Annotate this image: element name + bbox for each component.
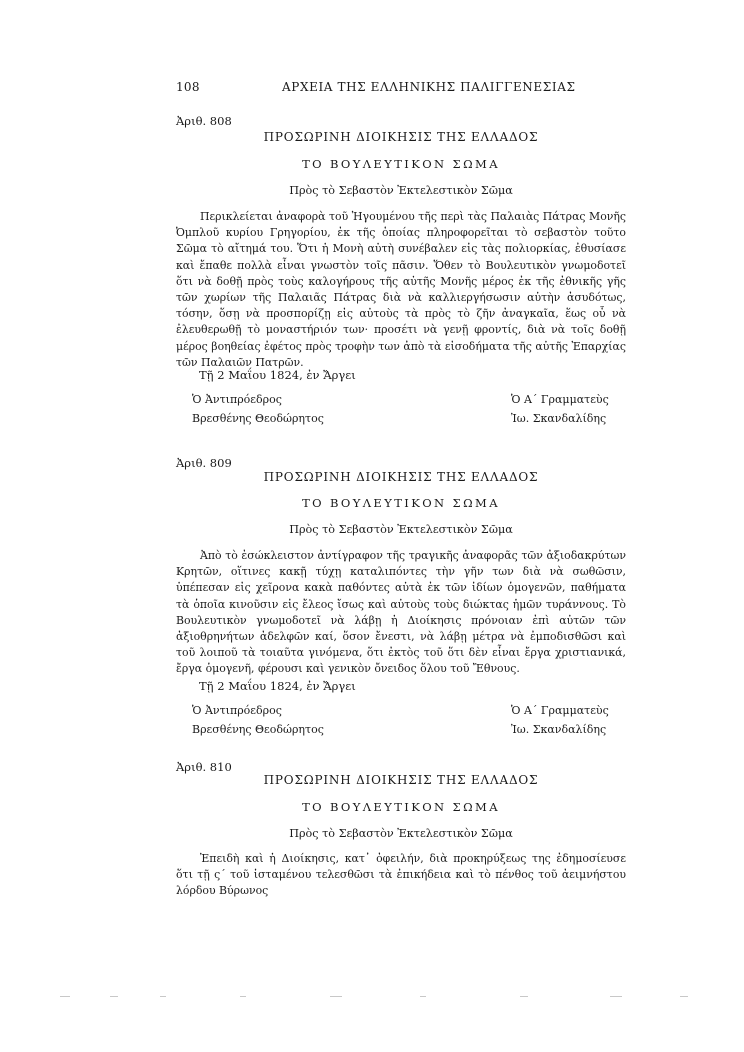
page-header xyxy=(176,80,624,98)
document-number: Ἀριθ. 809 xyxy=(176,456,232,470)
signature-title: Ὁ Ἀντιπρόεδρος xyxy=(192,704,282,717)
signature-secretary xyxy=(511,390,609,428)
signature-title: Ὁ Α΄ Γραμματεὺς xyxy=(511,704,609,717)
document-number: Ἀριθ. 810 xyxy=(176,760,232,774)
document-addressee: Πρὸς τὸ Σεβαστὸν Ἐκτελεστικὸν Σῶμα xyxy=(289,184,513,197)
scan-edge-marks xyxy=(0,996,744,1002)
signature-title: Ὁ Ἀντιπρόεδρος xyxy=(192,393,282,406)
document-addressee: Πρὸς τὸ Σεβαστὸν Ἐκτελεστικὸν Σῶμα xyxy=(289,523,513,536)
document-addressee: Πρὸς τὸ Σεβαστὸν Ἐκτελεστικὸν Σῶμα xyxy=(289,827,513,840)
document-date: Τῇ 2 Μαΐου 1824, ἐν Ἄργει xyxy=(199,368,356,382)
signature-name: Ἰω. Σκανδαλίδης xyxy=(511,412,607,425)
document-subtitle: ΤΟ ΒΟΥΛΕΥΤΙΚΟΝ ΣΩΜΑ xyxy=(302,157,500,171)
running-title: ΑΡΧΕΙΑ ΤΗΣ ΕΛΛΗΝΙΚΗΣ ΠΑΛΙΓΓΕΝΕΣΙΑΣ xyxy=(282,80,576,94)
signature-name: Βρεσθένης Θεοδώρητος xyxy=(192,412,324,425)
signature-title: Ὁ Α΄ Γραμματεὺς xyxy=(511,393,609,406)
document-date: Τῇ 2 Μαΐου 1824, ἐν Ἄργει xyxy=(199,679,356,693)
document-body: Ἀπὸ τὸ ἐσώκλειστον ἀντίγραφον τῆς τραγικῆς ἀναφορᾶς τῶν ἀξιοδακρύτων Κρητῶν, οἵτινες κακῇ τύχῃ καταλιπόντες τὴν γῆν των διὰ νὰ σωθῶσιν, ὑπέπεσαν εἰς χεῖρονα κακὰ παθόντες αὐτὰ ἐκ τῶν ἰδίων ὁμογενῶν, παθήματα τὰ ὁποῖα κινοῦσιν εἰς ἔλεος ἴσως καὶ αὐτοὺς τοὺς διώκτας ἡμῶν τυράννους. Τὸ Βουλευτικὸν γνωμοδοτεῖ νὰ λάβῃ ἡ Διοίκησις πρόνοιαν ἐπὶ αὐτῶν τῶν ἀξιοθρηνήτων ἀδελφῶν καί, ὅσον ἔνεστι, νὰ λάβῃ μέτρα νὰ ἐμποδισθῶσι καὶ τοῦ λοιποῦ τὰ τοιαῦτα γινόμενα, ὅτι ἐκτὸς τοῦ ὅτι δὲν εἶναι ἔργα χριστιανικά, ἔργα ὁμογενῆ, φέρουσι καὶ γενικὸν ὄνειδος ὅλου τοῦ Ἔθνους. xyxy=(176,549,626,676)
document-subtitle: ΤΟ ΒΟΥΛΕΥΤΙΚΟΝ ΣΩΜΑ xyxy=(302,496,500,510)
document-title: ΠΡΟΣΩΡΙΝΗ ΔΙΟΙΚΗΣΙΣ ΤΗΣ ΕΛΛΑΔΟΣ xyxy=(263,470,539,484)
page-number: 108 xyxy=(176,80,200,94)
signature-vice-president xyxy=(192,701,324,739)
signature-name: Βρεσθένης Θεοδώρητος xyxy=(192,723,324,736)
signature-vice-president xyxy=(192,390,324,428)
signature-secretary xyxy=(511,701,609,739)
signature-name: Ἰω. Σκανδαλίδης xyxy=(511,723,607,736)
document-body: Περικλείεται ἀναφορὰ τοῦ Ἡγουμένου τῆς περὶ τὰς Παλαιὰς Πάτρας Μονῆς Ὀμπλοῦ κυρίου Γρηγορίου, ἐκ τῆς ὁποίας πληροφορεῖται τὸ σεβαστὸν τοῦτο Σῶμα τὸ αἴτημά του. Ὅτι ἡ Μονὴ αὐτὴ συνέβαλεν εἰς τὰς πολιορκίας, ἐθυσίασε καὶ ἔπαθε πολλὰ εἶναι γνωστὸν τοῖς πᾶσιν. Ὅθεν τὸ Βουλευτικὸν γνωμοδοτεῖ ὅτι νὰ δοθῇ πρὸς τοὺς καλογήρους τῆς αὐτῆς Μονῆς μέρος ἐκ τῆς ἐθνικῆς γῆς τῶν χωρίων τῆς Παλαιᾶς Πάτρας διὰ νὰ καλλιεργήσωσιν αὐτὴν ἀσυδότως, τόσην, ὅσῃ νὰ προσπορίζῃ εἰς αὐτοὺς τὰ πρὸς τὸ ζῆν ἀναγκαῖα, ἕως οὗ νὰ ἐλευθερωθῇ τὸ μοναστήριόν των· προσέτι νὰ γενῇ φροντίς, διὰ νὰ τοῖς δοθῇ μέρος βοηθείας ἐφέτος πρὸς τροφὴν των ἀπὸ τὰ εἰσοδήματα τῆς αὐτῆς Ἐπαρχίας τῶν Παλαιῶν Πατρῶν. xyxy=(176,210,626,369)
document-title: ΠΡΟΣΩΡΙΝΗ ΔΙΟΙΚΗΣΙΣ ΤΗΣ ΕΛΛΑΔΟΣ xyxy=(263,130,539,144)
document-title: ΠΡΟΣΩΡΙΝΗ ΔΙΟΙΚΗΣΙΣ ΤΗΣ ΕΛΛΑΔΟΣ xyxy=(263,773,539,787)
document-number: Ἀριθ. 808 xyxy=(176,114,232,128)
document-subtitle: ΤΟ ΒΟΥΛΕΥΤΙΚΟΝ ΣΩΜΑ xyxy=(302,800,500,814)
document-body: Ἐπειδὴ καὶ ἡ Διοίκησις, κατ᾽ ὀφειλήν, διὰ προκηρύξεως της ἐδημοσίευσε ὅτι τῇ ς΄ τοῦ ἱσταμένου τελεσθῶσι τὰ ἐπικήδεια καὶ τὸ πένθος τοῦ ἀειμνήστου λόρδου Βύρωνος xyxy=(176,852,626,898)
